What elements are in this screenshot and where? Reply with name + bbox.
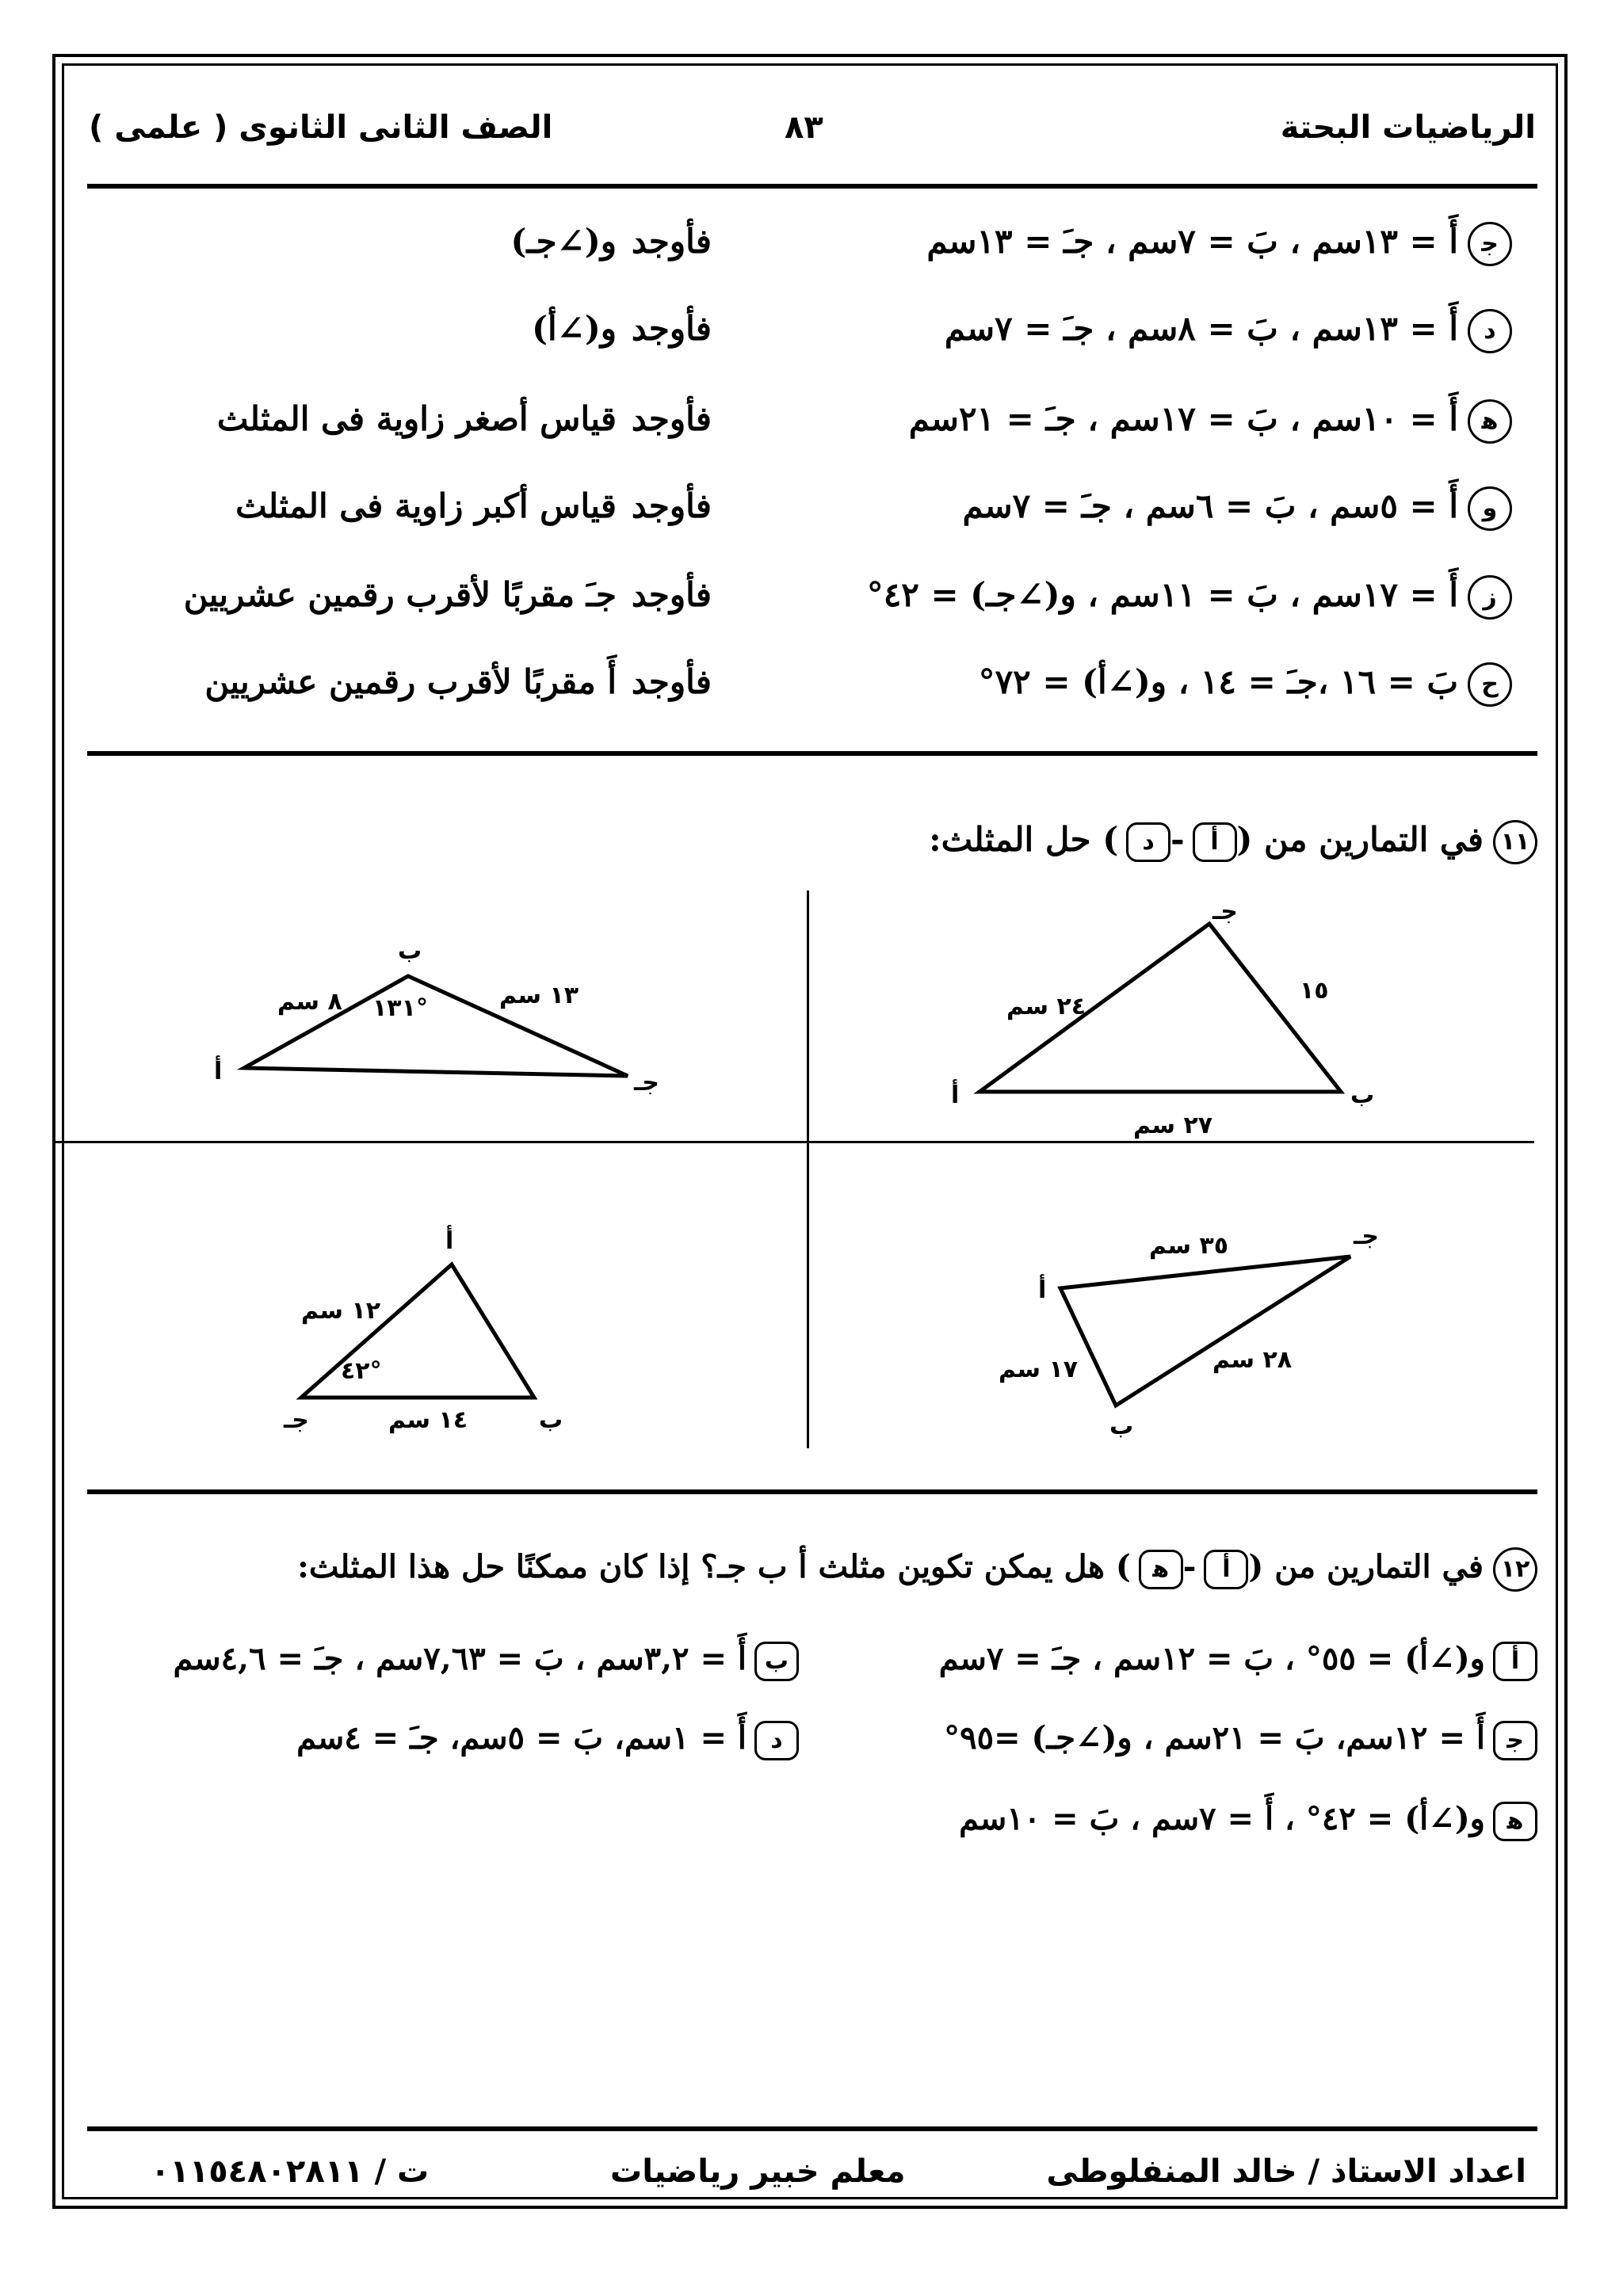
vertex-label: أ — [214, 1058, 223, 1085]
row-condition: بَ = ١٦ ،جـَ = ١٤ ، ﻭ(∠أ) = ٧٢° — [978, 662, 1458, 701]
row-target: ﻭ(∠جـ) — [510, 222, 617, 261]
row-condition: أَ = ١٧سم ، بَ = ١١سم ، ﻭ(∠جـ) = ٤٢° — [866, 575, 1458, 614]
side-length-label: ١٥ — [1300, 977, 1329, 1005]
angle-label: ٤٢° — [341, 1357, 382, 1385]
side-length-label: ٢٧ سم — [1133, 1112, 1213, 1139]
section-rule — [87, 751, 1537, 756]
range-from-badge: أ — [1204, 1550, 1248, 1589]
footer-phone: ت / ٠١١٥٤٨٠٢٨١١ — [151, 2153, 430, 2190]
vertex-label: جـ — [1212, 898, 1238, 925]
row-condition: أَ = ١٠سم ، بَ = ١٧سم ، جـَ = ٢١سم — [908, 399, 1458, 438]
exercise-number: ١٢ — [1493, 1547, 1537, 1592]
row-find: فأوجد — [631, 662, 712, 701]
vertex-label: جـ — [284, 1406, 309, 1434]
range-from-badge: أ — [1193, 822, 1237, 862]
item-label: ﻫ — [1468, 399, 1512, 444]
item-label: د — [754, 1721, 799, 1760]
footer-rule — [87, 2126, 1537, 2131]
triangle-figure-2 — [190, 927, 697, 1125]
row-target: قياس أكبر زاوية فى المثلث — [235, 486, 617, 525]
vertex-label: ب — [1109, 1413, 1134, 1440]
row-target: أَ مقربًا لأقرب رقمين عشريين — [204, 662, 617, 701]
side-length-label: ١٧ سم — [999, 1356, 1079, 1383]
side-length-label: ٣٥ سم — [1149, 1232, 1229, 1260]
section-rule — [87, 1489, 1537, 1494]
triangle-3-shape — [1060, 1257, 1350, 1405]
exercise-number: ١١ — [1493, 820, 1537, 864]
side-length-label: ١٢ سم — [301, 1297, 381, 1325]
side-length-label: ٢٤ سم — [1006, 993, 1086, 1020]
row-condition: أَ = ١٣سم ، بَ = ٧سم ، جـَ = ١٣سم — [926, 222, 1458, 261]
side-length-label: ١٤ سم — [388, 1406, 468, 1434]
row-find: فأوجد — [631, 486, 712, 525]
side-length-label: ٨ سم — [277, 988, 342, 1016]
row-condition: أَ = ٥سم ، بَ = ٦سم ، جـَ = ٧سم — [962, 486, 1458, 525]
triangle-figure-3 — [983, 1212, 1426, 1442]
triangle-4-shape — [301, 1264, 534, 1398]
exercise-12-item: ﺟأَ = ١٢سم، بَ = ٢١سم ، ﻭ(∠جـ) =٩٥° — [944, 1719, 1537, 1760]
item-label: ﺟ — [1468, 222, 1512, 266]
row-target: ﻭ(∠أ) — [532, 309, 617, 348]
side-length-label: ١٣ سم — [499, 982, 579, 1009]
item-label: ﻫ — [1493, 1802, 1537, 1841]
row-condition: أَ = ١٣سم ، بَ = ٨سم ، جـَ = ٧سم — [944, 309, 1458, 348]
vertex-label: أ — [445, 1227, 454, 1255]
footer-title: معلم خبير رياضيات — [610, 2153, 906, 2190]
exercise-12-item: دأَ = ١سم، بَ = ٥سم، جـَ = ٤سم — [296, 1719, 799, 1760]
item-label: ز — [1468, 575, 1512, 620]
vertex-label: ب — [1350, 1081, 1375, 1109]
exercise-12-heading: ١٢في التمارين من (أ-ﻫ) هل يمكن تكوين مثلث أ ب جـ؟ إذا كان ممكنًا حل هذا المثلث: — [297, 1547, 1537, 1592]
exercise-row — [111, 575, 1512, 626]
exercise-11-heading: ١١في التمارين من (أ-د) حل المثلث: — [929, 820, 1537, 864]
item-label: ﺟ — [1493, 1721, 1537, 1760]
vertex-label: ب — [539, 1406, 563, 1434]
exercise-row — [111, 222, 1512, 273]
row-target: جـَ مقربًا لأقرب رقمين عشريين — [183, 575, 617, 614]
footer-author: اعداد الاستاذ / خالد المنفلوطى — [1046, 2153, 1526, 2190]
vertex-label: ب — [398, 937, 422, 965]
item-label: أ — [1493, 1642, 1537, 1681]
vertex-label: جـ — [1354, 1222, 1379, 1250]
range-to-badge: ﻫ — [1139, 1550, 1183, 1589]
row-find: فأوجد — [631, 575, 712, 614]
range-to-badge: د — [1126, 822, 1170, 862]
item-label: و — [1468, 486, 1512, 531]
exercise-12-item: بأَ = ٣,٢سم ، بَ = ٧,٦٣سم ، جـَ = ٤,٦سم — [174, 1640, 799, 1681]
exercise-12-item: ﻫﻭ(∠أ) = ٤٢° ، أَ = ٧سم ، بَ = ١٠سم — [959, 1800, 1537, 1841]
item-label: د — [1468, 309, 1512, 353]
angle-label: ١٣١° — [372, 994, 428, 1022]
exercise-12-item: أﻭ(∠أ) = ٥٥° ، بَ = ١٢سم ، جـَ = ٧سم — [939, 1640, 1537, 1681]
side-length-label: ٢٨ سم — [1212, 1346, 1293, 1374]
exercise-row — [111, 486, 1512, 537]
triangle-figure-1 — [935, 895, 1411, 1157]
item-label: ح — [1468, 662, 1512, 707]
exercise-row — [111, 309, 1512, 360]
vertex-label: جـ — [634, 1069, 659, 1097]
header-grade: الصف الثانى الثانوى ( علمى ) — [89, 109, 553, 146]
triangle-figure-4 — [269, 1220, 618, 1450]
header-subject: الرياضيات البحتة — [1280, 109, 1536, 146]
exercise-row — [111, 662, 1512, 713]
vertex-label: أ — [951, 1081, 960, 1109]
header-rule — [87, 184, 1537, 189]
row-target: قياس أصغر زاوية فى المثلث — [216, 399, 617, 438]
row-find: فأوجد — [631, 222, 712, 261]
grid-vertical-divider — [807, 891, 809, 1448]
row-find: فأوجد — [631, 399, 712, 438]
row-find: فأوجد — [631, 309, 712, 348]
vertex-label: أ — [1038, 1276, 1047, 1304]
header-page-number: ٨٣ — [785, 109, 823, 146]
exercise-row — [111, 399, 1512, 450]
item-label: ب — [754, 1642, 799, 1681]
